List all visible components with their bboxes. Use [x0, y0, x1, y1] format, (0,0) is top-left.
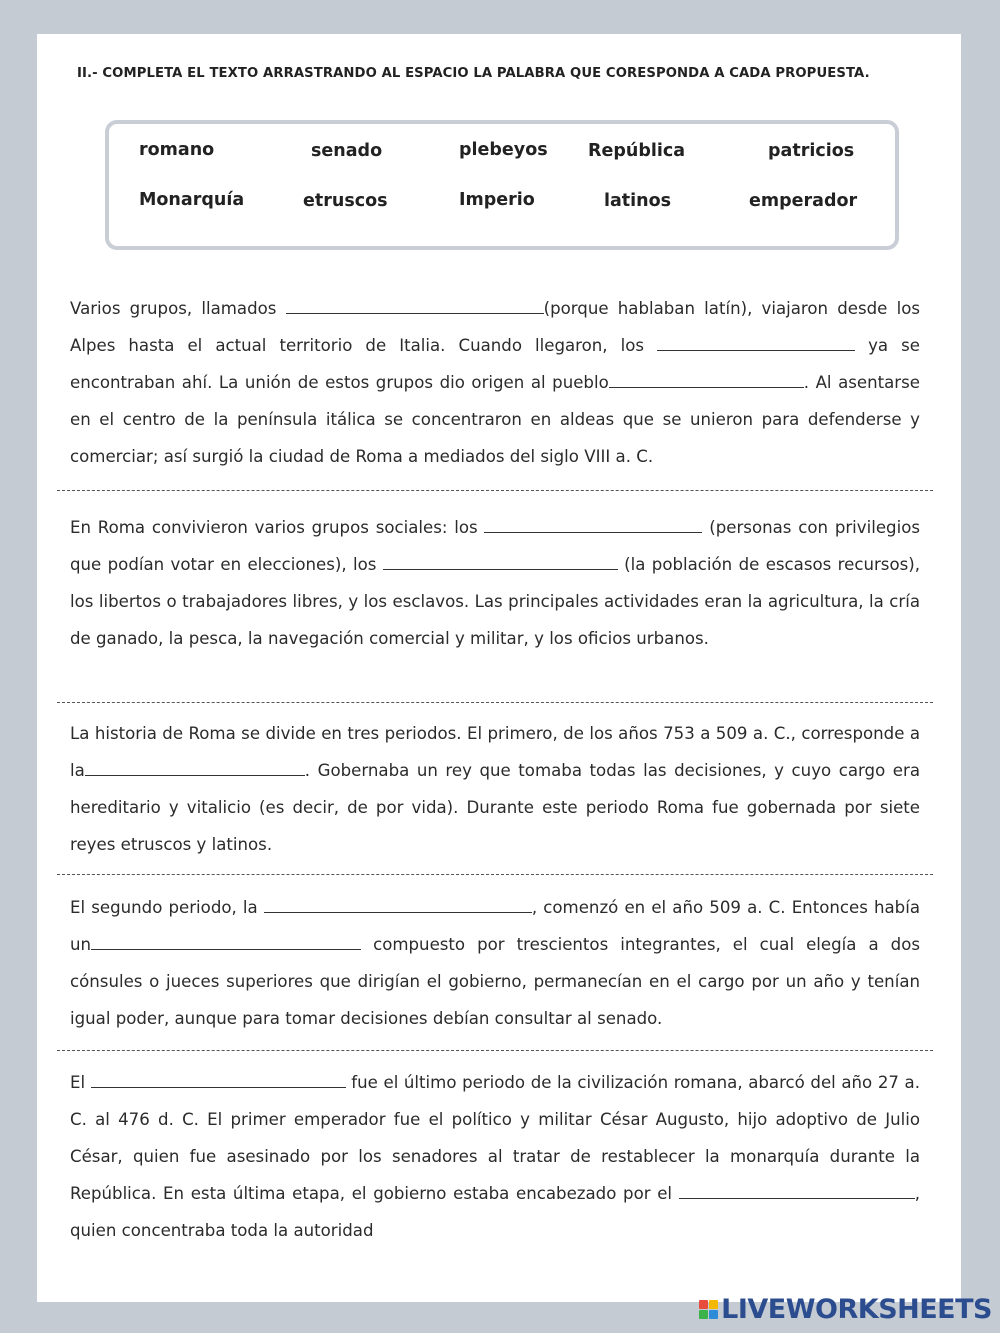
word-plebeyos[interactable]: plebeyos — [459, 140, 548, 160]
paragraph-text: (personas con privilegios que podían votar en elecciones), los — [70, 518, 920, 574]
blank-imperio[interactable] — [91, 1069, 346, 1088]
word-emperador[interactable]: emperador — [749, 191, 858, 211]
word-monarquia[interactable]: Monarquía — [139, 190, 245, 210]
paragraph-text: , comenzó en el año 509 a. C. Entonces había un — [70, 898, 920, 954]
paragraph-5 — [70, 1064, 920, 1249]
word-etruscos[interactable]: etruscos — [303, 191, 388, 211]
blank-latinos[interactable] — [286, 295, 544, 314]
liveworksheets-logo-icon — [699, 1300, 718, 1319]
word-imperio[interactable]: Imperio — [459, 190, 535, 210]
instructions-heading: II.- COMPLETA EL TEXTO ARRASTRANDO AL ESPACIO LA PALABRA QUE CORESPONDA A CADA PROPUESTA. — [77, 66, 870, 81]
paragraph-text: En Roma convivieron varios grupos sociales: los — [70, 518, 485, 537]
word-bank — [105, 120, 899, 250]
section-divider — [57, 1050, 933, 1051]
paragraph-text: , quien concentraba toda la autoridad — [70, 1184, 920, 1240]
paragraph-2 — [70, 509, 920, 657]
paragraph-text: Varios grupos, llamados — [70, 299, 286, 318]
word-republica[interactable]: República — [588, 141, 686, 161]
word-patricios[interactable]: patricios — [768, 141, 855, 161]
word-romano[interactable]: romano — [139, 140, 215, 160]
paragraph-text: (porque hablaban latín), viajaron desde los Alpes hasta el actual territorio de Italia. Cuando llegaron, los — [70, 299, 920, 355]
paragraph-text: fue el último periodo de la civilización romana, abarcó del año 27 a. C. al 476 d. C. El primer emperador fue el político y militar César Augusto, hijo adoptivo de Julio César, quien fue asesinado por los senadores al tratar de restablecer la monarquía durante la República. En esta última etapa, el gobierno estaba encabezado por el — [70, 1073, 920, 1203]
blank-monarquia[interactable] — [85, 757, 305, 776]
blank-plebeyos[interactable] — [383, 551, 618, 570]
paragraph-3 — [70, 715, 920, 863]
worksheet-page — [37, 34, 961, 1302]
section-divider — [57, 490, 933, 491]
paragraph-text: . Gobernaba un rey que tomaba todas las decisiones, y cuyo cargo era hereditario y vitalicio (es decir, de por vida). Durante este periodo Roma fue gobernada por siete reyes etruscos y latinos. — [70, 761, 920, 854]
blank-romano[interactable] — [609, 369, 804, 388]
paragraph-text: El segundo periodo, la — [70, 898, 264, 917]
paragraph-text: compuesto por trescientos integrantes, el cual elegía a dos cónsules o jueces superiores que dirigían el gobierno, permanecían en el cargo por un año y tenían igual poder, aunque para tomar decisiones debían consultar al senado. — [70, 935, 920, 1028]
brand-text: LIVEWORKSHEETS — [721, 1294, 992, 1325]
word-senado[interactable]: senado — [311, 141, 383, 161]
paragraph-text: (la población de escasos recursos), los libertos o trabajadores libres, y los esclavos. Las principales actividades eran la agricultura, la cría de ganado, la pesca, la navegación comercial y militar, y los oficios urbanos. — [70, 555, 920, 648]
blank-emperador[interactable] — [679, 1180, 915, 1199]
paragraph-4 — [70, 889, 920, 1037]
paragraph-1 — [70, 290, 920, 475]
blank-republica[interactable] — [264, 894, 532, 913]
paragraph-text: ya se encontraban ahí. La unión de estos grupos dio origen al pueblo — [70, 336, 920, 392]
liveworksheets-brand — [699, 1294, 992, 1325]
paragraph-text: La historia de Roma se divide en tres periodos. El primero, de los años 753 a 509 a. C., corresponde a la — [70, 724, 920, 780]
blank-etruscos[interactable] — [657, 332, 855, 351]
blank-patricios[interactable] — [484, 514, 702, 533]
section-divider — [57, 874, 933, 875]
section-divider — [57, 702, 933, 703]
word-latinos[interactable]: latinos — [604, 191, 672, 211]
paragraph-text: . Al asentarse en el centro de la península itálica se concentraron en aldeas que se unieron para defenderse y comerciar; así surgió la ciudad de Roma a mediados del siglo VIII a. C. — [70, 373, 920, 466]
blank-senado[interactable] — [91, 931, 361, 950]
paragraph-text: El — [70, 1073, 91, 1092]
